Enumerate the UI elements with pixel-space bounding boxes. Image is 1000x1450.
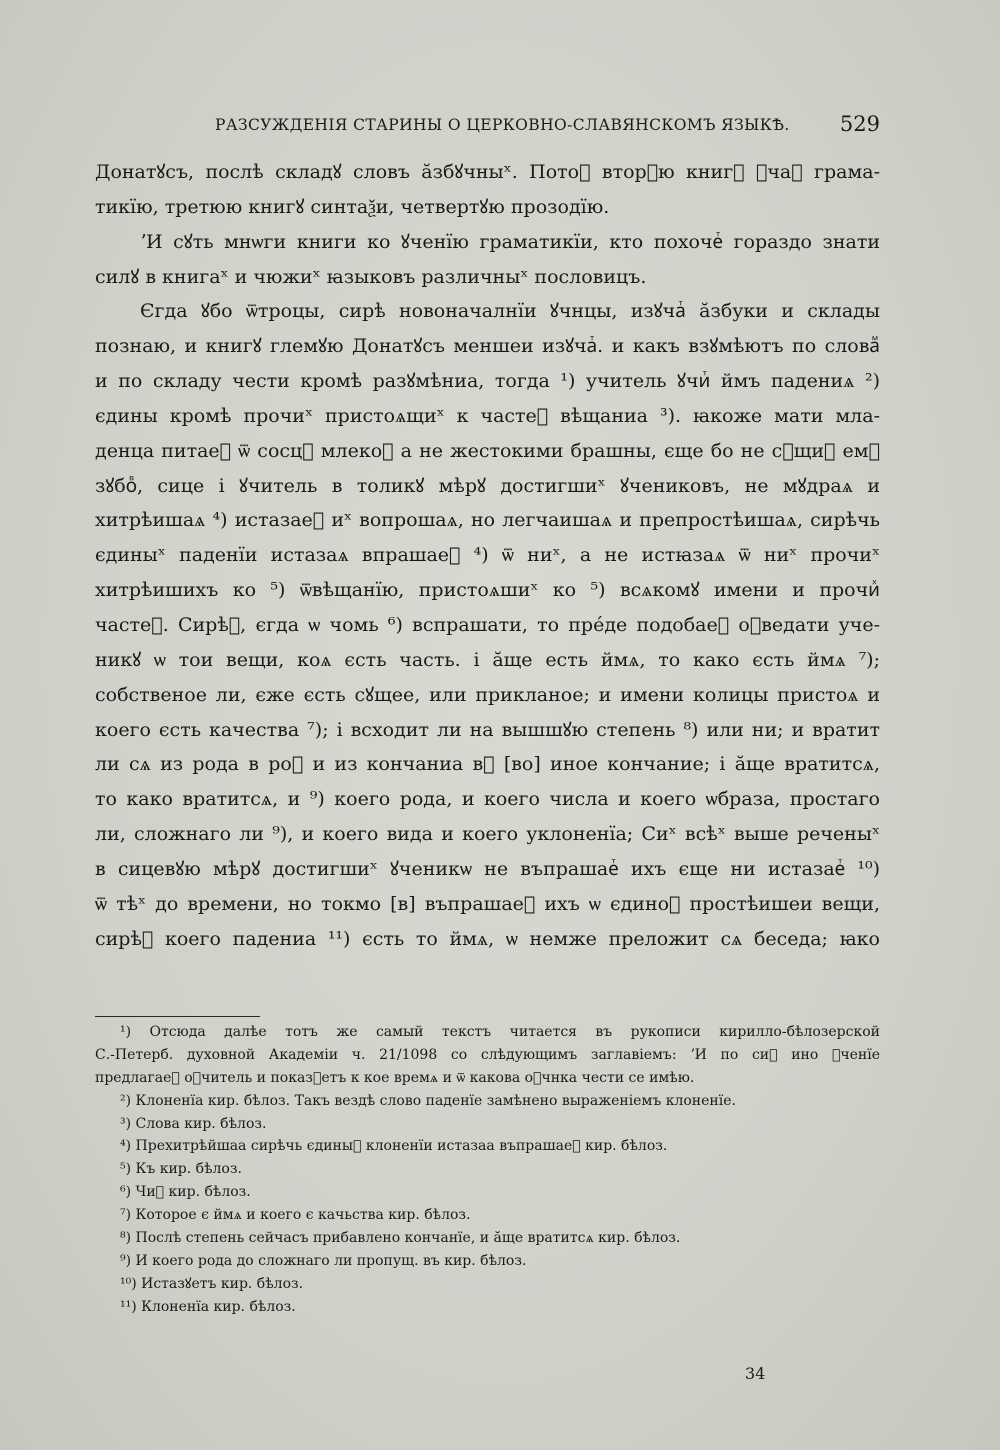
footnote-line: ⁸) Послѣ степень сейчасъ прибавлено кончанїе, и ӑще вратитсѧ кир. бѣлоз. [120, 1230, 681, 1247]
text-line: єдины кромѣ прочиˣ пристоѧщиˣ к частеⷨ вѣщаниа ³). ꙗкоже мати мла- [95, 404, 880, 427]
footnote-line: предлагаеⷮ оꙋчитель и показꙋетъ к кое времѧ и ѿ какова оꙋчнка чести се имѣю. [95, 1069, 695, 1086]
text-line: Донатꙋсъ, послѣ складꙋ словъ ӑзбꙋчныˣ. Потоⷨ вторꙋю книгꙋ ꙋчаⷮ грама- [95, 161, 880, 183]
text-line: коего єсть качества ⁷); і всходит ли на вышшꙋю степень ⁸) или ни; и вратит [95, 718, 880, 741]
footnote-line: ⁹) И коего рода до сложнаго ли пропущ. въ кир. бѣлоз. [120, 1252, 527, 1269]
footnote-line: ¹¹) Клоненїа кир. бѣлоз. [120, 1298, 296, 1315]
running-header [95, 112, 880, 142]
text-line: зꙋбоⷡ, сице і ꙋчитель в толикꙋ мѣрꙋ достигшиˣ ꙋчениковъ, не мꙋдраѧ и [95, 474, 880, 497]
text-line: Єгда ꙋбо ѿтроцы, сирѣ новоначалнїи ꙋчнцы, изꙋчаⷮ ӑзбуки и склады [140, 300, 880, 323]
text-line: познаю, и книгꙋ глемꙋю Донатꙋсъ меншеи изꙋчаⷮ. и какъ взꙋмѣютъ по словаⷨ [95, 335, 880, 358]
text-line: хитрѣишихъ ко ⁵) ѿвѣщанїю, пристоѧшиˣ ко ⁵) всѧкомꙋ имени и прочиⷯ [95, 579, 880, 602]
text-line: ѿ тѣˣ до времени, но токмо [в] въпрашаеⷮ ихъ ѡ єдиноⷨ простѣишеи вещи, [95, 892, 880, 915]
footnote-line: ²) Клоненїа кир. бѣлоз. Такъ вездѣ слово паденїе замѣнено выраженіемъ клоненїе. [120, 1092, 736, 1109]
text-line: сирѣⷱ коего падениа ¹¹) єсть то ймѧ, ѡ немже преложит сѧ беседа; ꙗко [95, 927, 880, 950]
text-line: ли, сложнаго ли ⁹), и коего вида и коего уклоненїа; Сиˣ всѣˣ выше реченыˣ [95, 823, 880, 846]
text-line: хитрѣишаѧ ⁴) истазаеⷮ иˣ вопрошаѧ, но легчаишаѧ и препростѣишаѧ, сирѣчь [95, 509, 880, 532]
text-line: и по складу чести кромѣ разꙋмѣниа, тогда ¹) учитель ꙋчиⷮ ймъ падениѧ ²) [95, 370, 880, 393]
text-line: денца питаеⷮ ѿ сосцꙋ млекоⷨ а не жестокими брашны, єще бо не сꙋщиⷯ емꙋ [95, 439, 880, 462]
page-number: 529 [839, 112, 880, 136]
text-line: частеⷨ. Сирѣⷱ, єгда ѡ чомь ⁶) вспрашати, то пре́де подобаеⷮ оꙋведати уче- [95, 613, 880, 636]
main-text [95, 155, 880, 956]
footnote-line: ⁵) Къ кир. бѣлоз. [120, 1161, 242, 1178]
footnote-line: ¹⁰) Истазꙋетъ кир. бѣлоз. [120, 1275, 304, 1292]
running-head-title: РАЗСУЖДЕНІЯ СТАРИНЫ О ЦЕРКОВНО-СЛАВЯНСКОМЪ ЯЗЫКѢ. [215, 116, 790, 134]
printer-signature: 34 [745, 1364, 766, 1383]
text-line: ʼИ сꙋть мнѡги книги ко ꙋченїю граматикїи, кто похочеⷮ гораздо знати [140, 230, 880, 253]
footnote-line: ⁷) Которое є ймѧ и коего є качьства кир. бѣлоз. [120, 1207, 471, 1224]
text-line: то како вратитсѧ, и ⁹) коего рода, и коего числа и коего ѡбраза, простаго [95, 788, 880, 811]
footnote-line: ¹) Отсюда далѣе тотъ же самый текстъ читается въ рукописи кирилло-бѣлозерской [120, 1024, 880, 1040]
footnote-line: С.-Петерб. духовной Академіи ч. 21/1098 со слѣдующимъ заглавіемъ: ʼИ по сиⷨ ино ꙋченїе [95, 1046, 880, 1063]
text-line: тикїю, третюю книгꙋ синтаѯи, четвертꙋю прозодїю. [95, 195, 610, 218]
text-line: в сицевꙋю мѣрꙋ достигшиˣ ꙋченикѡ не въпрашаеⷮ ихъ єще ни истазаеⷮ ¹⁰) [95, 857, 880, 880]
text-line: собственое ли, єже єсть сꙋщее, или прикланое; и имени колицы пристоѧ и [95, 683, 880, 706]
footnote-line: ⁶) Чиⷨ кир. бѣлоз. [120, 1184, 251, 1201]
footnote-divider [95, 1016, 260, 1017]
text-line: никꙋ ѡ тои вещи, коѧ єсть часть. і ӑще есть ймѧ, то како єсть ймѧ ⁷); [95, 648, 880, 671]
footnote-line: ⁴) Прехитрѣйшаа сирѣчь єдиныⷯ клоненїи истазаа въпрашаеⷮ кир. бѣлоз. [120, 1138, 668, 1155]
text-line: ли сѧ из рода в роⷣ и из кончаниа вⷪ [во] иное кончание; і ӑще вратитсѧ, [95, 753, 880, 776]
text-line: силꙋ в книгаˣ и чюжиˣ ꙗзыковъ различныˣ пословицъ. [95, 265, 647, 288]
footnote-line: ³) Слова кир. бѣлоз. [120, 1115, 267, 1132]
text-line: єдиныˣ паденїи истазаѧ впрашаеⷮ ⁴) ѿ ниˣ, а не истꙗзаѧ ѿ ниˣ прочиˣ [95, 544, 880, 567]
footnotes [95, 1021, 880, 1319]
